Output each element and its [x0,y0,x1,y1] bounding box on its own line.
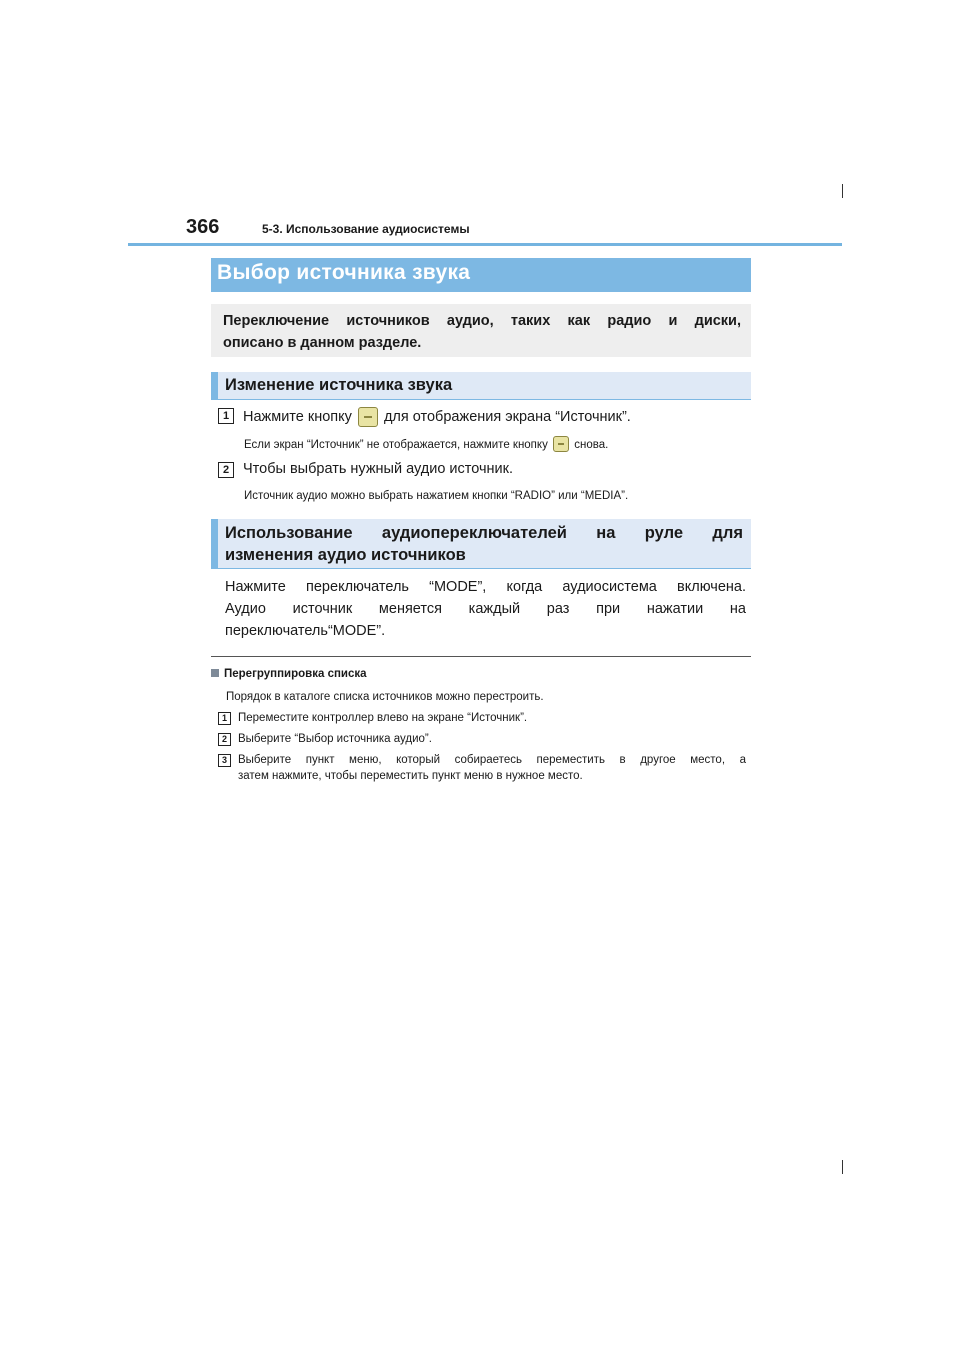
step-1-note [244,436,608,452]
step-1-text-a: Нажмите кнопку [243,409,352,425]
section-divider [211,656,751,657]
step-1-text-b: для отображения экрана “Источник”. [383,409,631,425]
step-number-1: 1 [218,408,234,424]
audio-button-icon [553,436,569,452]
intro-line-2: описано в данном разделе. [223,335,422,351]
crop-mark-top-right [842,184,843,198]
step-number-2: 2 [218,462,234,478]
page-title: Выбор источника звука [211,258,751,292]
note-intro: Порядок в каталоге списка источников можно перестроить. [226,691,544,703]
step-2-note: Источник аудио можно выбрать нажатием кнопки “RADIO” или “MEDIA”. [244,490,629,502]
para-line-3: переключатель“MODE”. [225,623,386,639]
note-heading [211,668,367,680]
section-heading-steering-switches [211,519,751,569]
intro-box [211,304,751,357]
step-1-text [243,407,631,427]
section-header: 5-3. Использование аудиосистемы [262,222,470,236]
section-heading-line-1: Использование аудиопереключателей на руле для [225,524,743,542]
note-step-3-line-1: Выберите пункт меню, который собираетесь переместить в другое место, а [238,754,746,766]
note-heading-text: Перегруппировка списка [224,668,367,680]
audio-button-icon [358,407,378,427]
note-step-number-2: 2 [218,733,231,746]
note-step-number-1: 1 [218,712,231,725]
header-rule [128,243,842,246]
intro-line-1: Переключение источников аудио, таких как радио и диски, [223,313,741,329]
section-heading-change-source: Изменение источника звука [211,372,751,400]
step-2-text: Чтобы выбрать нужный аудио источник. [243,461,514,477]
para-line-1: Нажмите переключатель “MODE”, когда аудиосистема включена. [225,579,746,595]
page-number: 366 [186,216,220,238]
note-step-2: Выберите “Выбор источника аудио”. [238,733,432,745]
step-1-note-a: Если экран “Источник” не отображается, нажмите кнопку [244,439,548,451]
section-heading-line-2: изменения аудио источников [225,546,466,564]
note-step-3 [238,752,746,784]
note-step-3-line-2: затем нажмите, чтобы переместить пункт меню в нужное место. [238,770,583,782]
note-step-1: Переместите контроллер влево на экране “Источник”. [238,712,528,724]
crop-mark-bottom-right [842,1160,843,1174]
para-line-2: Аудио источник меняется каждый раз при нажатии на [225,601,746,617]
note-step-number-3: 3 [218,754,231,767]
step-1-note-b: снова. [574,439,609,451]
mode-switch-paragraph [225,576,746,642]
square-bullet-icon [211,669,219,677]
